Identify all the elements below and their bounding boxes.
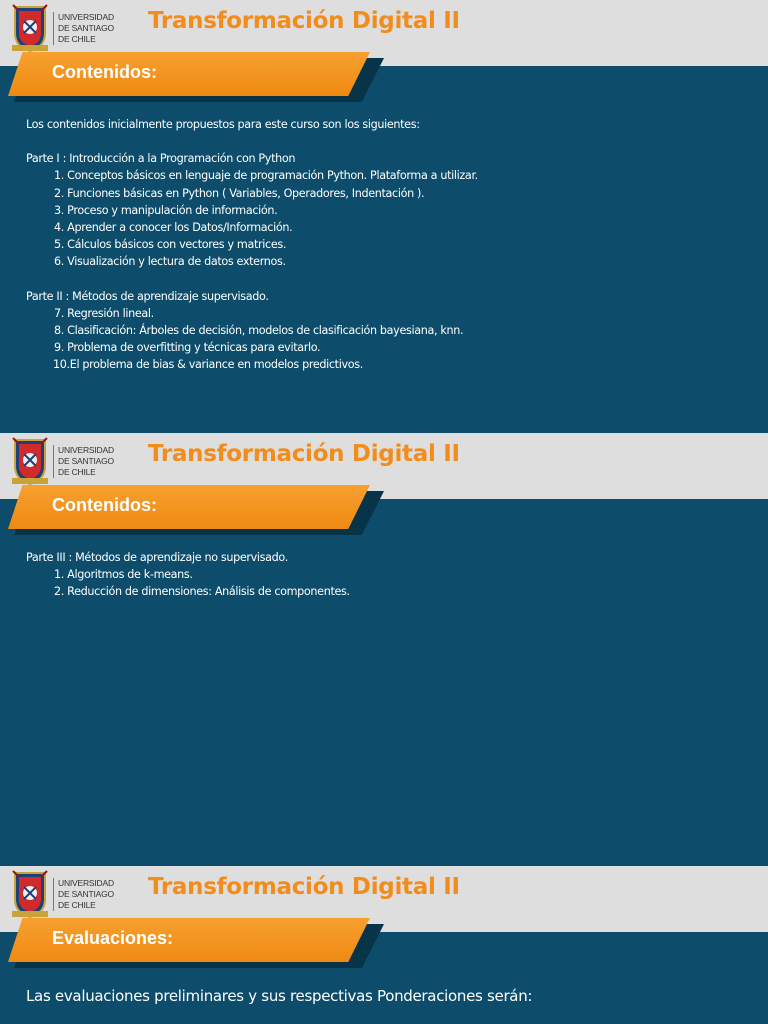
list-item: 2. Funciones básicas en Python ( Variables, Operadores, Indentación ). — [54, 186, 425, 200]
university-name — [53, 878, 114, 911]
slide-1 — [0, 0, 768, 433]
section-heading: Evaluaciones: — [52, 928, 174, 948]
intro-text: Las evaluaciones preliminares y sus respectivas Ponderaciones serán: — [26, 987, 533, 1005]
list-item: 6. Visualización y lectura de datos externos. — [54, 255, 286, 269]
list-item: 1. Algoritmos de k-means. — [54, 568, 193, 582]
university-line: UNIVERSIDAD — [58, 445, 114, 455]
section-heading: Contenidos: — [52, 62, 157, 82]
list-item: 2. Reducción de dimensiones: Análisis de componentes. — [54, 585, 350, 599]
university-line: DE SANTIAGO — [58, 23, 114, 33]
university-name — [53, 445, 114, 478]
university-name — [53, 12, 114, 45]
slide-3 — [0, 866, 768, 1024]
university-line: UNIVERSIDAD — [58, 878, 114, 888]
slide-title: Transformación Digital II — [148, 8, 460, 34]
list-item: 1. Conceptos básicos en lenguaje de programación Python. Plataforma a utilizar. — [54, 169, 478, 183]
slide-content — [26, 986, 748, 1006]
university-line: DE SANTIAGO — [58, 456, 114, 466]
university-crest-icon — [10, 3, 50, 53]
section-heading: Contenidos: — [52, 495, 157, 515]
list-item: 7. Regresión lineal. — [54, 306, 154, 320]
university-line: DE SANTIAGO — [58, 889, 114, 899]
list-item: 10.El problema de bias & variance en modelos predictivos. — [53, 358, 363, 372]
slide-content — [26, 116, 748, 374]
list-item: 3. Proceso y manipulación de información. — [54, 203, 278, 217]
list-item: 5. Cálculos básicos con vectores y matrices. — [54, 238, 287, 252]
list-item: 8. Clasificación: Árboles de decisión, modelos de clasificación bayesiana, knn. — [54, 324, 464, 338]
university-line: UNIVERSIDAD — [58, 12, 114, 22]
slide-2 — [0, 433, 768, 866]
university-crest-icon — [10, 436, 50, 486]
part-heading: Parte III : Métodos de aprendizaje no supervisado. — [26, 551, 288, 564]
slide-title: Transformación Digital II — [148, 874, 460, 900]
university-line: DE CHILE — [58, 467, 96, 477]
university-line: DE CHILE — [58, 34, 96, 44]
slide-title: Transformación Digital II — [148, 441, 460, 467]
list-item: 9. Problema de overfitting y técnicas para evitarlo. — [54, 341, 321, 355]
list-item: 4. Aprender a conocer los Datos/Información. — [54, 221, 293, 235]
slide-content — [26, 549, 748, 601]
intro-text: Los contenidos inicialmente propuestos para este curso son los siguientes: — [26, 118, 420, 131]
university-crest-icon — [10, 869, 50, 919]
university-line: DE CHILE — [58, 900, 96, 910]
part-heading: Parte II : Métodos de aprendizaje supervisado. — [26, 289, 269, 303]
part-heading: Parte I : Introducción a la Programación con Python — [26, 152, 296, 166]
